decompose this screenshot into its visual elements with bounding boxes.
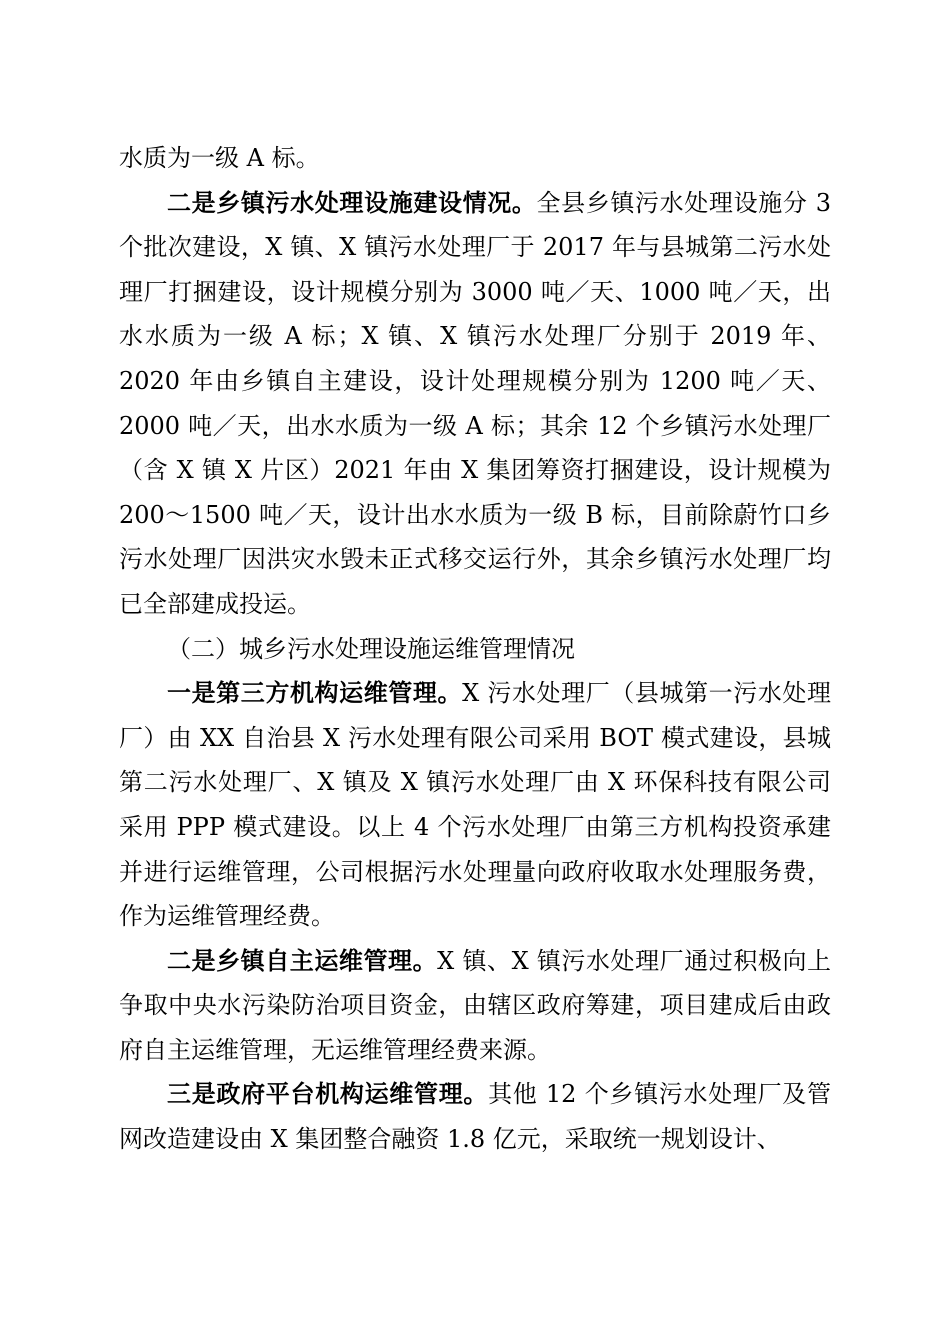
paragraph-text: X 镇、X 镇污水处理厂通过积极向上争取中央水污染防治项目资金，由辖区政府筹建，项目建成后由政府自主运维管理，无运维管理经费来源。 <box>119 946 832 1064</box>
paragraph-lead: 二是乡镇自主运维管理。 <box>167 946 438 975</box>
paragraph-township-self <box>119 939 831 1073</box>
paragraph-lead: 二是乡镇污水处理设施建设情况。 <box>167 188 537 217</box>
paragraph-lead: 一是第三方机构运维管理。 <box>167 679 463 708</box>
document-body <box>119 136 831 1162</box>
paragraph-continuation <box>119 136 831 181</box>
paragraph-lead: 三是政府平台机构运维管理。 <box>167 1080 489 1109</box>
paragraph-text: X 污水处理厂（县城第一污水处理厂）由 XX 自治县 X 污水处理有限公司采用 BOT 模式建设，县城第二污水处理厂、X 镇及 X 镇污水处理厂由 X 环保科技有限公司采用 PPP 模式建设。以上 4 个污水处理厂由第三方机构投资承建并进行运维管理，公司根据污水处理量向政府收取水处理服务费，作为运维管理经费。 <box>119 679 832 931</box>
paragraph-government-platform <box>119 1072 831 1161</box>
paragraph-third-party <box>119 671 831 939</box>
paragraph-township-construction <box>119 181 831 627</box>
section-heading <box>119 627 831 672</box>
paragraph-text: 全县乡镇污水处理设施分 3 个批次建设，X 镇、X 镇污水处理厂于 2017 年与县城第二污水处理厂打捆建设，设计规模分别为 3000 吨／天、1000 吨／天，出水水质为一级 A 标；X 镇、X 镇污水处理厂分别于 2019 年、2020 年由乡镇自主建设，设计处理规模分别为 1200 吨／天、2000 吨／天，出水水质为一级 A 标；其余 12 个乡镇污水处理厂（含 X 镇 X 片区）2021 年由 X 集团筹资打捆建设，设计规模为 200～1500 吨／天，设计出水水质为一级 B 标，目前除蔚竹口乡污水处理厂因洪灾水毁未正式移交运行外，其余乡镇污水处理厂均已全部建成投运。 <box>119 188 831 618</box>
paragraph-text: 其他 12 个乡镇污水处理厂及管网改造建设由 X 集团整合融资 1.8 亿元，采取统一规划设计、 <box>119 1080 832 1154</box>
section-heading-text: （二）城乡污水处理设施运维管理情况 <box>167 634 575 663</box>
paragraph-text: 水质为一级 A 标。 <box>119 144 320 172</box>
